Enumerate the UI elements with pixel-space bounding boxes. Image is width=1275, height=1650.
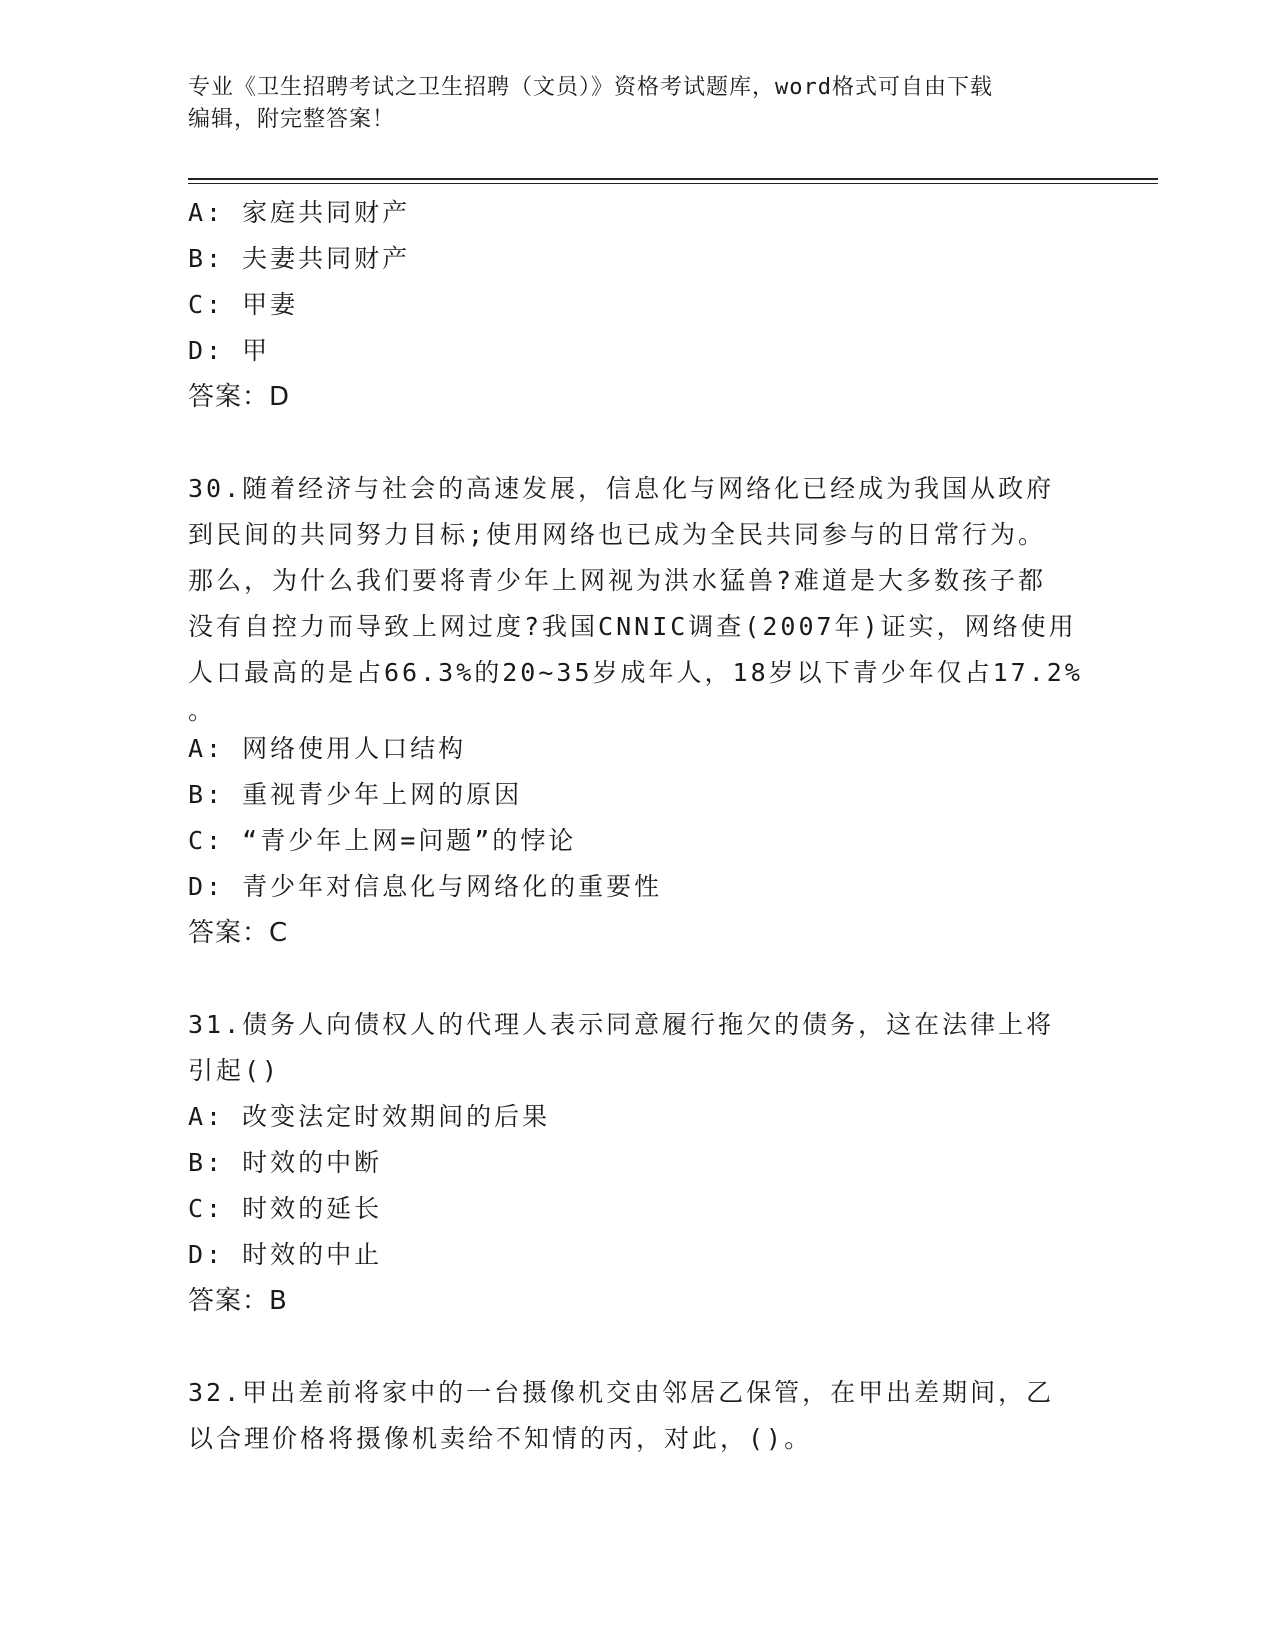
question-29 bbox=[188, 190, 1088, 420]
option-b: B: 时效的中断 bbox=[188, 1148, 383, 1177]
answer: 答案：B bbox=[188, 1286, 288, 1316]
option-c: C: 时效的延长 bbox=[188, 1194, 383, 1223]
question-32 bbox=[188, 1370, 1088, 1462]
spacer bbox=[188, 1324, 1088, 1370]
question-text-line: 31.债务人向债权人的代理人表示同意履行拖欠的债务，这在法律上将 bbox=[188, 1010, 1055, 1039]
spacer bbox=[188, 956, 1088, 1002]
question-list bbox=[188, 190, 1088, 1462]
option-d: D: 甲 bbox=[188, 336, 271, 365]
option-a: A: 家庭共同财产 bbox=[188, 198, 411, 227]
option-b: B: 重视青少年上网的原因 bbox=[188, 780, 523, 809]
question-text-line: 引起() bbox=[188, 1056, 281, 1085]
question-text-line: 。 bbox=[188, 696, 217, 725]
option-a: A: 网络使用人口结构 bbox=[188, 734, 467, 763]
spacer bbox=[188, 420, 1088, 466]
header-line-1: 专业《卫生招聘考试之卫生招聘（文员）》资格考试题库，word格式可自由下载 bbox=[188, 75, 993, 100]
question-30 bbox=[188, 466, 1088, 956]
question-text-line: 那么，为什么我们要将青少年上网视为洪水猛兽?难道是大多数孩子都 bbox=[188, 566, 1047, 595]
question-text-line: 没有自控力而导致上网过度?我国CNNIC调查(2007年)证实，网络使用 bbox=[188, 612, 1077, 641]
answer: 答案：D bbox=[188, 382, 291, 412]
question-31 bbox=[188, 1002, 1088, 1324]
question-text-line: 32.甲出差前将家中的一台摄像机交由邻居乙保管，在甲出差期间，乙 bbox=[188, 1378, 1055, 1407]
question-text-line: 到民间的共同努力目标;使用网络也已成为全民共同参与的日常行为。 bbox=[188, 520, 1047, 549]
option-d: D: 青少年对信息化与网络化的重要性 bbox=[188, 872, 663, 901]
answer: 答案：C bbox=[188, 918, 289, 948]
option-a: A: 改变法定时效期间的后果 bbox=[188, 1102, 551, 1131]
header-line-2: 编辑，附完整答案！ bbox=[188, 107, 396, 132]
question-text-line: 人口最高的是占66.3%的20~35岁成年人，18岁以下青少年仅占17.2% bbox=[188, 658, 1083, 687]
document-header bbox=[188, 72, 1068, 136]
option-b: B: 夫妻共同财产 bbox=[188, 244, 411, 273]
option-c: C: “青少年上网=问题”的悖论 bbox=[188, 826, 577, 855]
question-text-line: 30.随着经济与社会的高速发展，信息化与网络化已经成为我国从政府 bbox=[188, 474, 1055, 503]
header-divider bbox=[188, 178, 1158, 184]
option-c: C: 甲妻 bbox=[188, 290, 299, 319]
question-text-line: 以合理价格将摄像机卖给不知情的丙，对此，()。 bbox=[188, 1424, 813, 1453]
option-d: D: 时效的中止 bbox=[188, 1240, 383, 1269]
